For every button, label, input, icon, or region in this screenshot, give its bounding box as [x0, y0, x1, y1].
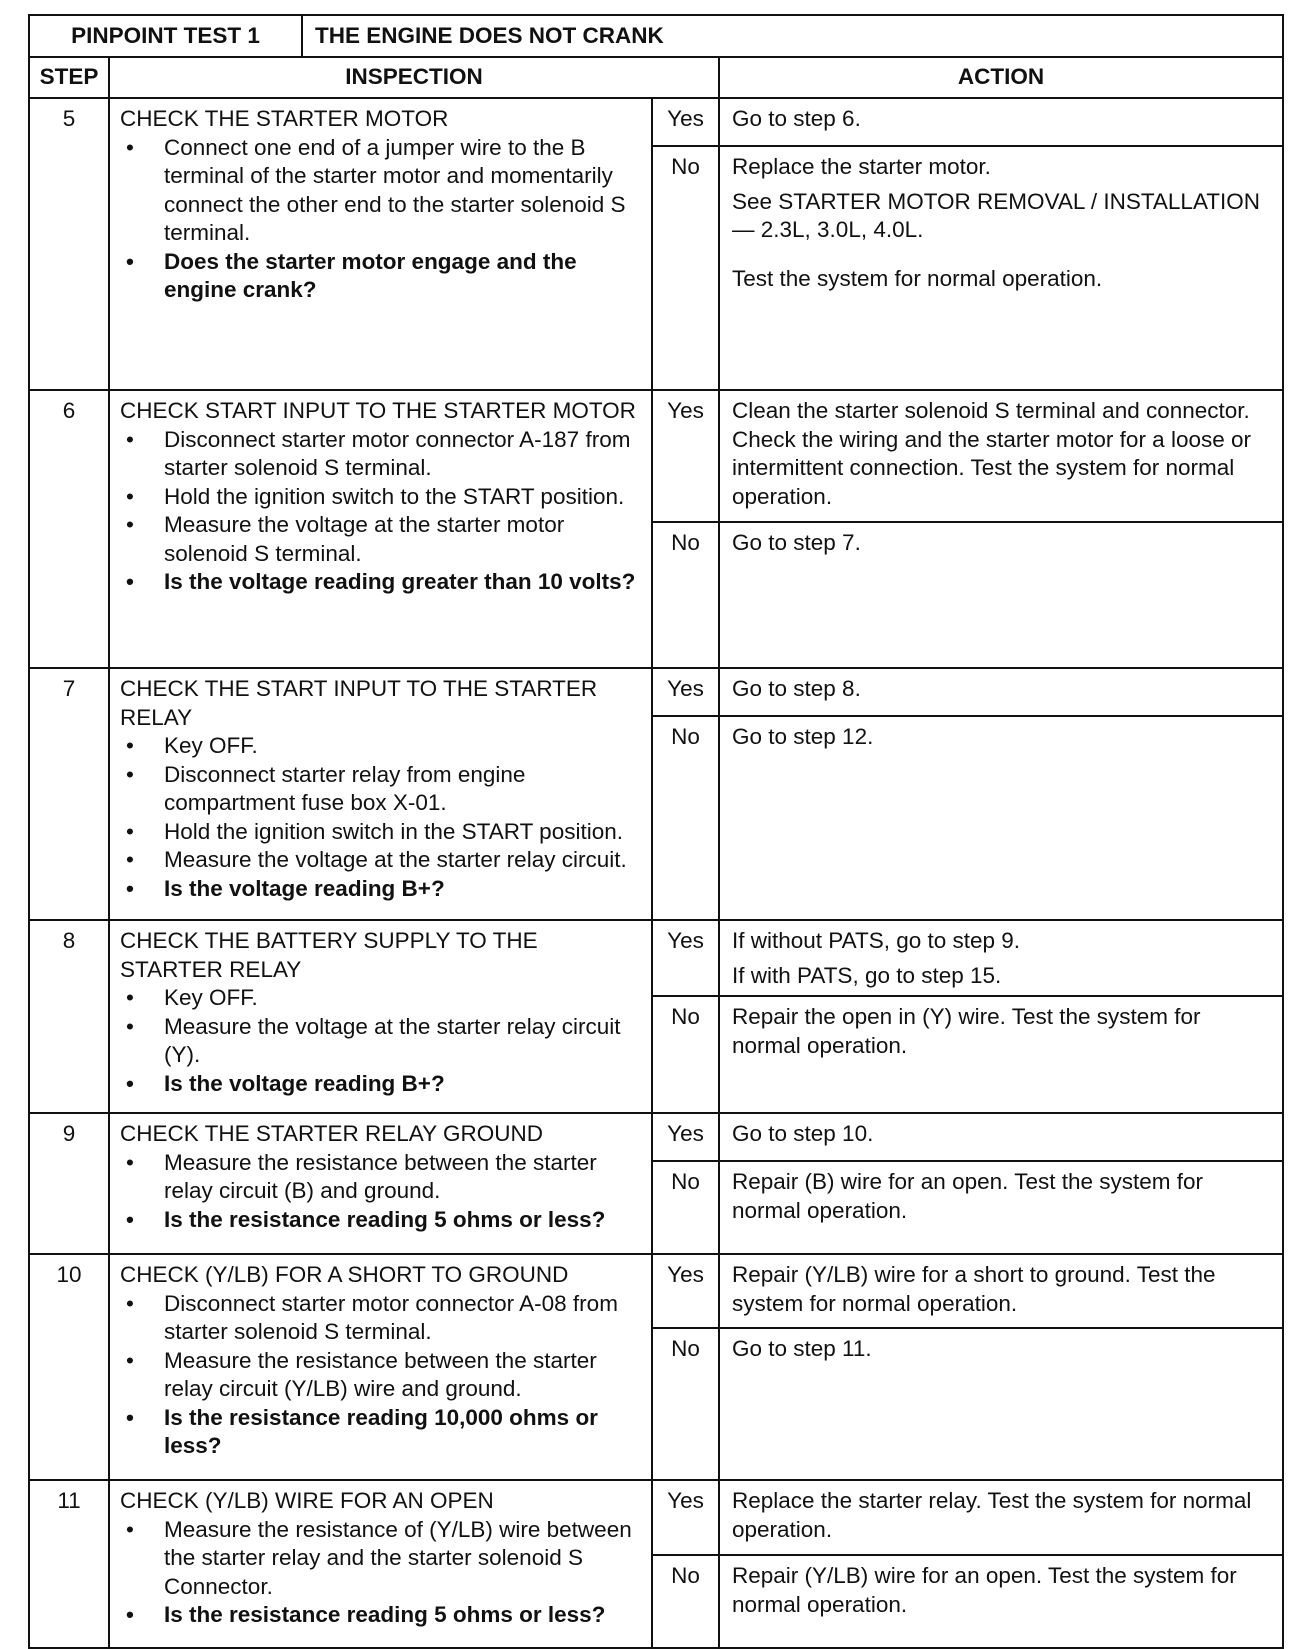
inspection-list — [120, 1290, 641, 1461]
inspection-cell — [109, 1113, 652, 1254]
inspection-question: • Is the resistance reading 10,000 ohms or less? — [120, 1404, 641, 1461]
inspection-question: • Is the resistance reading 5 ohms or less? — [120, 1601, 641, 1630]
inspection-question: • Is the voltage reading B+? — [120, 1070, 641, 1099]
yes-action — [719, 1480, 1283, 1555]
inspection-heading: CHECK (Y/LB) WIRE FOR AN OPEN — [120, 1488, 494, 1513]
inspection-bullet: • Hold the ignition switch to the START position. — [120, 483, 641, 512]
step-number: 5 — [29, 98, 109, 390]
step-number: 9 — [29, 1113, 109, 1254]
action-column-header: ACTION — [719, 57, 1283, 98]
step-number: 6 — [29, 390, 109, 668]
step-number: 7 — [29, 668, 109, 920]
yes-label: Yes — [652, 390, 719, 522]
yes-action — [719, 668, 1283, 716]
yes-action — [719, 98, 1283, 146]
action-text: See STARTER MOTOR REMOVAL / INSTALLATION — 2.3L, 3.0L, 4.0L. — [732, 188, 1261, 242]
inspection-bullet: • Connect one end of a jumper wire to the B terminal of the starter motor and momentarily connect the other end to the starter solenoid S terminal. — [120, 134, 641, 248]
step-row — [29, 668, 1283, 716]
inspection-bullet: • Measure the resistance between the starter relay circuit (Y/LB) wire and ground. — [120, 1347, 641, 1404]
action-text: Repair the open in (Y) wire. Test the system for normal operation. — [732, 1004, 1201, 1058]
inspection-bullet: • Disconnect starter relay from engine compartment fuse box X-01. — [120, 761, 641, 818]
no-label: No — [652, 1161, 719, 1254]
inspection-list — [120, 1516, 641, 1630]
inspection-heading: CHECK THE BATTERY SUPPLY TO THE STARTER RELAY — [120, 928, 538, 982]
column-header-row — [29, 57, 1283, 98]
step-row — [29, 98, 1283, 146]
inspection-bullet: • Measure the voltage at the starter motor solenoid S terminal. — [120, 511, 641, 568]
no-action — [719, 716, 1283, 920]
inspection-heading: CHECK (Y/LB) FOR A SHORT TO GROUND — [120, 1262, 569, 1287]
inspection-bullet: • Key OFF. — [120, 984, 641, 1013]
inspection-question: • Is the voltage reading greater than 10 volts? — [120, 568, 641, 597]
test-title: THE ENGINE DOES NOT CRANK — [302, 15, 1283, 57]
inspection-heading: CHECK THE STARTER RELAY GROUND — [120, 1121, 543, 1146]
action-text: Replace the starter motor. — [732, 154, 991, 179]
diagnostic-table — [28, 14, 1284, 1649]
no-action — [719, 1328, 1283, 1480]
inspection-cell — [109, 98, 652, 390]
yes-action — [719, 1254, 1283, 1328]
action-text: Go to step 6. — [732, 106, 861, 131]
inspection-cell — [109, 390, 652, 668]
step-row — [29, 1113, 1283, 1161]
inspection-question: • Does the starter motor engage and the engine crank? — [120, 248, 641, 305]
inspection-column-header: INSPECTION — [109, 57, 719, 98]
inspection-bullet: • Hold the ignition switch in the START position. — [120, 818, 641, 847]
inspection-list — [120, 984, 641, 1098]
inspection-bullet: • Measure the resistance of (Y/LB) wire between the starter relay and the starter solenoid S Connector. — [120, 1516, 641, 1602]
inspection-heading: CHECK THE START INPUT TO THE STARTER RELAY — [120, 676, 598, 730]
pinpoint-test-sheet — [28, 14, 1282, 1649]
inspection-cell — [109, 920, 652, 1113]
inspection-bullet: • Key OFF. — [120, 732, 641, 761]
test-id: PINPOINT TEST 1 — [29, 15, 302, 57]
no-action — [719, 1555, 1283, 1648]
yes-action — [719, 920, 1283, 996]
step-row — [29, 1480, 1283, 1555]
action-text: Clean the starter solenoid S terminal and connector. Check the wiring and the starter motor for a loose or intermittent connection. Test the system for normal operation. — [732, 398, 1251, 509]
no-label: No — [652, 522, 719, 668]
inspection-list — [120, 134, 641, 305]
no-label: No — [652, 1328, 719, 1480]
step-row — [29, 920, 1283, 996]
no-label: No — [652, 146, 719, 390]
action-text: Go to step 12. — [732, 724, 874, 749]
no-action — [719, 1161, 1283, 1254]
inspection-question: • Is the resistance reading 5 ohms or less? — [120, 1206, 641, 1235]
inspection-list — [120, 1149, 641, 1235]
yes-action — [719, 1113, 1283, 1161]
no-action — [719, 996, 1283, 1113]
step-number: 10 — [29, 1254, 109, 1480]
no-label: No — [652, 996, 719, 1113]
yes-action — [719, 390, 1283, 522]
action-text: Go to step 7. — [732, 530, 861, 555]
inspection-question: • Is the voltage reading B+? — [120, 875, 641, 904]
action-text: Repair (B) wire for an open. Test the system for normal operation. — [732, 1169, 1204, 1223]
yes-label: Yes — [652, 98, 719, 146]
inspection-heading: CHECK START INPUT TO THE STARTER MOTOR — [120, 398, 636, 423]
inspection-list — [120, 426, 641, 597]
inspection-cell — [109, 1480, 652, 1648]
no-action — [719, 146, 1283, 390]
inspection-bullet: • Disconnect starter motor connector A-08 from starter solenoid S terminal. — [120, 1290, 641, 1347]
step-row — [29, 1254, 1283, 1328]
yes-label: Yes — [652, 1254, 719, 1328]
inspection-bullet: • Measure the resistance between the starter relay circuit (B) and ground. — [120, 1149, 641, 1206]
title-row — [29, 15, 1283, 57]
action-text: Test the system for normal operation. — [732, 265, 1103, 291]
step-column-header: STEP — [29, 57, 109, 98]
yes-label: Yes — [652, 1480, 719, 1555]
action-text: If with PATS, go to step 15. — [732, 962, 1002, 988]
yes-label: Yes — [652, 1113, 719, 1161]
action-text: Repair (Y/LB) wire for a short to ground. Test the system for normal operation. — [732, 1262, 1216, 1316]
no-action — [719, 522, 1283, 668]
inspection-cell — [109, 668, 652, 920]
inspection-cell — [109, 1254, 652, 1480]
yes-label: Yes — [652, 668, 719, 716]
inspection-bullet: • Disconnect starter motor connector A-187 from starter solenoid S terminal. — [120, 426, 641, 483]
inspection-heading: CHECK THE STARTER MOTOR — [120, 106, 449, 131]
inspection-list — [120, 732, 641, 903]
action-text: Go to step 8. — [732, 676, 861, 701]
yes-label: Yes — [652, 920, 719, 996]
no-label: No — [652, 716, 719, 920]
inspection-bullet: • Measure the voltage at the starter relay circuit (Y). — [120, 1013, 641, 1070]
action-text: Replace the starter relay. Test the system for normal operation. — [732, 1488, 1252, 1542]
step-number: 11 — [29, 1480, 109, 1648]
action-text: Repair (Y/LB) wire for an open. Test the system for normal operation. — [732, 1563, 1237, 1617]
inspection-bullet: • Measure the voltage at the starter relay circuit. — [120, 846, 641, 875]
action-text: Go to step 11. — [732, 1336, 872, 1361]
no-label: No — [652, 1555, 719, 1648]
step-row — [29, 390, 1283, 522]
step-number: 8 — [29, 920, 109, 1113]
action-text: Go to step 10. — [732, 1121, 874, 1146]
action-text: If without PATS, go to step 9. — [732, 928, 1021, 953]
